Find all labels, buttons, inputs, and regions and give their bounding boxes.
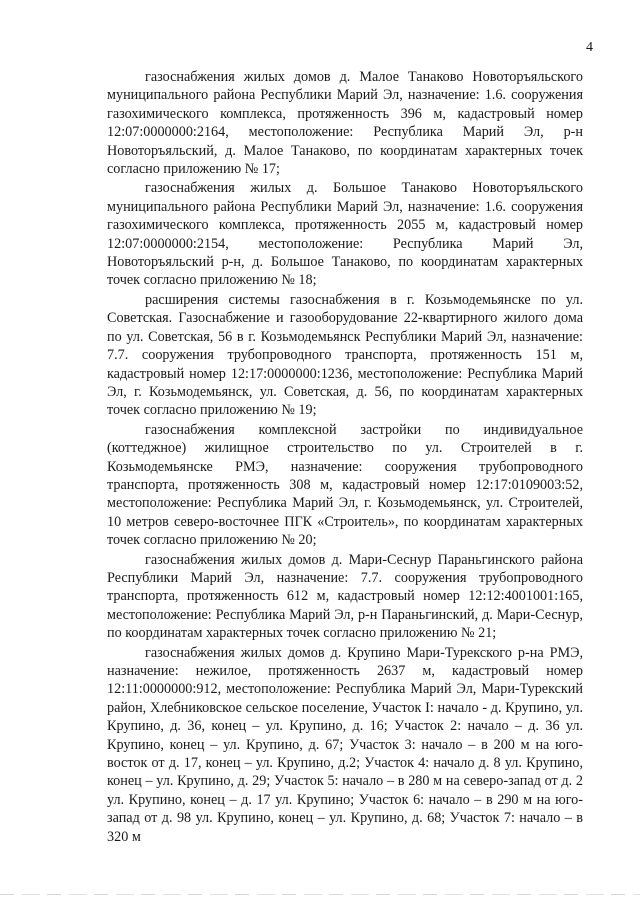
page-number: 4 (586, 40, 593, 55)
paragraph-5: газоснабжения жилых домов д. Мари-Сеснур Параньгинского района Республики Марий Эл, назначение: 7.7. сооружения трубопроводного транспорта, протяженность 612 м, кадастровый номер 12:12:4001001:165, местоположение: Республика Марий Эл, р-н Параньгинский, д. Мари-Сеснур, по координатам характерных точек согласно приложению № 21; (107, 551, 583, 642)
document-body (107, 68, 583, 846)
scan-edge-line (0, 894, 640, 895)
paragraph-1: газоснабжения жилых домов д. Малое Танаково Новоторъяльского муниципального района Республики Марий Эл, назначение: 1.6. сооружения газохимического комплекса, протяженность 396 м, кадастровый номер 12:07:0000000:2164, местоположение: Республика Марий Эл, р-н Новоторъяльский, д. Малое Танаково, по координатам характерных точек согласно приложению № 17; (107, 69, 583, 178)
paragraph-4: газоснабжения комплексной застройки по индивидуальное (коттеджное) жилищное строительство по ул. Строителей в г. Козьмодемьянске РМЭ, назначение: сооружения трубопроводного транспорта, протяженность 308 м, кадастровый номер 12:17:0109003:52, местоположение: Республика Марий Эл, г. Козьмодемьянск, ул. Строителей, 10 метров северо-восточнее ПГК «Строитель», по координатам характерных точек согласно приложению № 20; (107, 421, 583, 549)
paragraph-3: расширения системы газоснабжения в г. Козьмодемьянске по ул. Советская. Газоснабжение и газооборудование 22-квартирного жилого дома по ул. Советская, 56 в г. Козьмодемьянск Республики Марий Эл, назначение: 7.7. сооружения трубопроводного транспорта, протяженность 151 м, кадастровый номер 12:17:0000000:1236, местоположение: Республика Марий Эл, г. Козьмодемьянск, ул. Советская, д. 56, по координатам характерных точек согласно приложению № 19; (107, 291, 583, 419)
paragraph-2: газоснабжения жилых д. Большое Танаково Новоторъяльского муниципального района Республики Марий Эл, назначение: 1.6. сооружения газохимического комплекса, протяженность 2055 м, кадастровый номер 12:07:0000000:2154, местоположение: Республика Марий Эл, Новоторъяльский р-н, д. Большое Танаково, по координатам характерных точек согласно приложению № 18; (107, 180, 583, 289)
paragraph-6: газоснабжения жилых домов д. Крупино Мари-Турекского р-на РМЭ, назначение: нежилое, протяженность 2637 м, кадастровый номер 12:11:0000000:912, местоположение: Республика Марий Эл, Мари-Турекский район, Хлебниковское сельское поселение, Участок I: начало - д. Крупино, ул. Крупино, д. 36, конец – ул. Крупино, д. 16; Участок 2: начало – д. 36 ул. Крупино, конец – ул. Крупино, д. 67; Участок 3: начало – в 200 м на юго-восток от д. 17, конец – ул. Крупино, д.2; Участок 4: начало д. 8 ул. Крупино, конец – ул. Крупино, д. 29; Участок 5: начало – в 280 м на северо-запад от д. 2 ул. Крупино, конец – д. 17 ул. Крупино; Участок 6: начало – в 290 м на юго-запад от д. 98 ул. Крупино, конец – ул. Крупино, д. 68; Участок 7: начало – в 320 м (107, 644, 583, 845)
